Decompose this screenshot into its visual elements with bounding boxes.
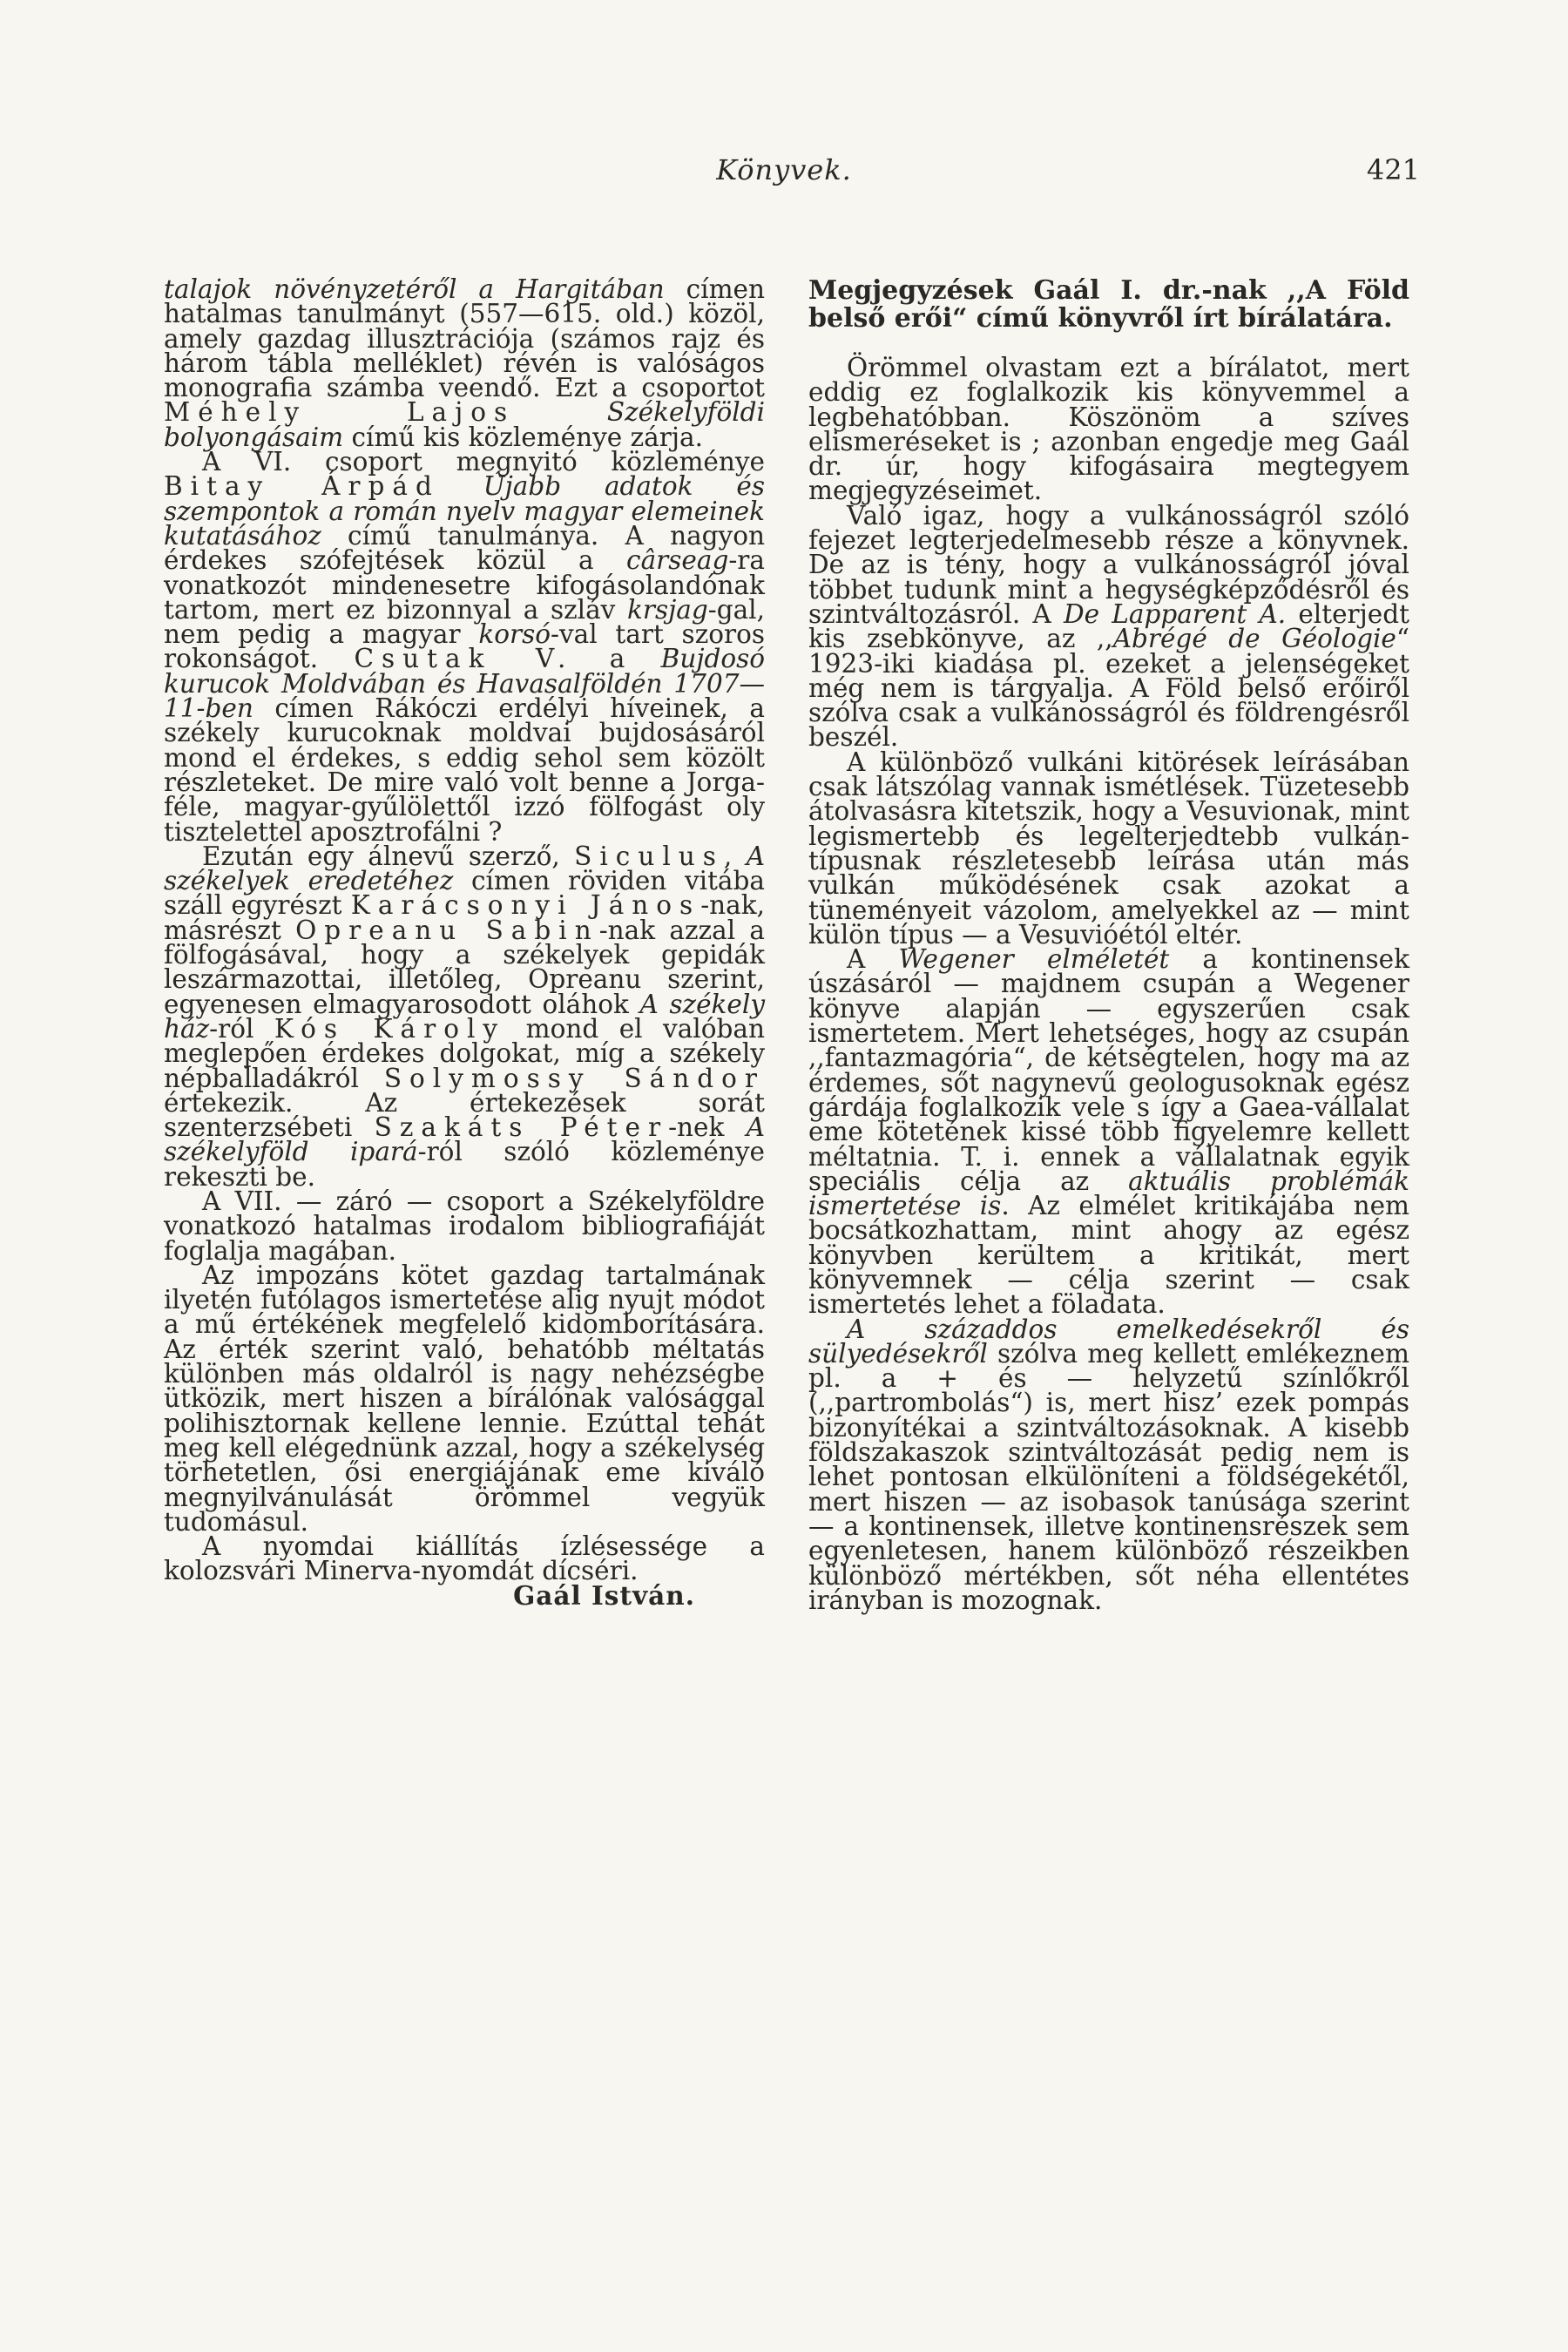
- text-span: értekezik. Az értekezések sorát szenterzsébeti: [164, 1087, 765, 1143]
- text-span: -nak azzal a fölfogásával, hogy a székelyek gepidák leszármazottai, illetőleg, Opreanu szerint, egyenesen elmagyarosodott oláhok: [164, 915, 765, 1019]
- italic-word: krsjag: [626, 594, 708, 625]
- section-heading: Megjegyzések Gaál I. dr.-nak ,,A Föld belső erői“ című könyvről írt bírálatára.: [808, 275, 1409, 334]
- author-name: Méhely Lajos: [164, 397, 516, 428]
- italic-title: A székelyek eredetéhez: [164, 841, 765, 896]
- author-name: Siculus: [574, 841, 724, 871]
- text-span: című tanulmánya. A nagyon érdekes szófejtések közül a: [164, 520, 765, 576]
- author-name: Solymossy Sándor: [383, 1063, 765, 1093]
- italic-title: talajok növényzetéről a Hargitában: [164, 274, 665, 304]
- author-name: Karácsonyi János: [350, 890, 701, 921]
- text-span: című kis közleménye zárja.: [343, 422, 703, 452]
- italic-title: Székelyföldi bolyongásaim: [164, 397, 765, 452]
- text-span: -ról szóló közleménye rekeszti be.: [164, 1137, 765, 1192]
- text-span: “ 1923-iki kiadása pl. ezeket a jelenségeket még nem is tárgyalja. A Föld belső erőiről szólva csak a vulkánosságról és földrengésről beszél.: [808, 624, 1409, 753]
- left-column: [164, 274, 766, 1611]
- left-paragraph-3: [164, 841, 766, 1192]
- italic-name: De Lapparent A.: [1063, 598, 1287, 629]
- author-name: Szakáts Péter: [374, 1112, 669, 1143]
- text-span: mond el valóban meglepően érdekes dolgokat, míg a székely népballadákról: [164, 1013, 765, 1093]
- right-paragraph-5: [808, 1314, 1409, 1615]
- text-span: elterjedt kis zsebkönyve, az ,,: [808, 598, 1409, 654]
- author-name: Csutak V.: [354, 644, 574, 674]
- text-span: címen Rákóczi erdélyi híveinek, a székely kurucoknak moldvai bujdosásáról mond el érdekes, s eddig sehol sem közölt részleteket. De mire való volt benne a Jorga-féle, magyar-gyűlölettől izzó fölfogást oly tisztelettel aposztrofálni ?: [164, 693, 765, 847]
- author-name: Bitay Árpád: [164, 471, 440, 502]
- signature: Gaál István.: [513, 1579, 695, 1611]
- text-span: szólva meg kellett emlékeznem pl. a + és — helyzetű színlőkről (,,partrombolás“) is, mert hisz’ ezek pompás bizonyítékai a szintváltozásoknak. A kisebb földszakaszok szintváltozását pedig nem is lehet pontosan elkülöníteni a földségekétől, mert hiszen — az isobasok tanúsága szerint — a kontinensek, illetve kontinensrészek sem egyenletesen, hanem különböző részeikben különböző mértékben, sőt néha ellentétes irányban is mozognak.: [808, 1338, 1409, 1615]
- text-span: -val tart szoros rokonságot.: [164, 619, 765, 674]
- text-span: . Az elmélet kritikájába nem bocsátkozhattam, mint ahogy az egész könyvben kerültem a kritikát, mert könyvemnek — célja szerint — csak ismertetés lehet a föladata.: [808, 1191, 1410, 1320]
- right-paragraph-2: [808, 500, 1409, 753]
- left-paragraph-4: A VII. — záró — csoport a Székelyföldre vonatkozó hatalmas irodalom bibliografiáját foglalja magában.: [164, 1186, 765, 1266]
- text-span: A: [847, 944, 899, 975]
- italic-title: A székely ház: [164, 989, 765, 1044]
- text-span: Való igaz, hogy a vulkánosságról szóló fejezet legterjedelmesebb része a könyvnek. De az is tény, hogy a vulkánosságról jóval többet tudunk mint a hegységképződésről és szintváltozásról. A: [808, 500, 1409, 629]
- author-name: Kós Károly: [274, 1013, 506, 1044]
- running-head: [0, 153, 1568, 197]
- text-span: A VI. csoport megnyitó közleménye: [202, 447, 765, 477]
- text-span: -ról: [209, 1013, 274, 1044]
- right-paragraph-4: [808, 944, 1410, 1320]
- text-span: a kontinensek úszásáról — majdnem csupán a Wegener könyve alapján — egyszerűen csak ismertetem. Mert lehetséges, hogy az csupán ,,fantazmagória“, de kétségtelen, hogy ma az érdemes, sőt nagynevű geologusoknak egész gárdája foglalkozik vele s így a Gaea-vállalat eme kötetének kissé több figyelemre kellett méltatnia. T. i. ennek a vállalatnak egyik speciális célja az: [808, 944, 1409, 1196]
- italic-title: Wegener elméletét: [898, 944, 1170, 975]
- italic-phrase: aktuális problémák ismertetése is: [808, 1166, 1409, 1221]
- right-column: [808, 275, 1410, 1615]
- text-span: Ezután egy álnevű szerző,: [202, 841, 575, 871]
- text-span: címen röviden vitába száll egyrészt: [164, 866, 765, 921]
- text-span: a: [573, 644, 661, 674]
- italic-title: Bujdosó kurucok Moldvában és Havasalföldén 1707—11-ben: [164, 644, 766, 724]
- italic-title: Újabb adatok és szempontok a román nyelv magyar elemeinek kutatásához: [164, 471, 765, 551]
- left-paragraph-1: [164, 274, 766, 452]
- left-paragraph-6: A nyomdai kiállítás ízlésessége a kolozsvári Minerva-nyomdát dícséri.: [164, 1531, 765, 1586]
- right-paragraph-3: A különböző vulkáni kitörések leírásában csak látszólag vannak ismétlések. Tüzetesebb átolvasásra kitetszik, hogy a Vesuvionak, mint legismertebb és legelterjedtebb vulkán-típusnak részletesebb leírása után más vulkán működésének csak azokat a tüneményeit vázolom, amelyekkel az — mint külön típus — a Vesuvióétól eltér.: [808, 747, 1409, 950]
- page-number: 421: [1366, 153, 1420, 186]
- left-paragraph-5: Az impozáns kötet gazdag tartalmának ilyetén futólagos ismertetése alig nyujt módot a mű értékének megfelelő kidomborítására. Az érték szerint való, behatóbb méltatás különben más oldalról is nagy nehézségbe ütközik, mert hiszen a bírálónak valósággal polihisztornak kellene lennie. Ezúttal tehát meg kell elégednünk azzal, hogy a székelység törhetetlen, ősi energiájának eme kiváló megnyilvánulását örömmel vegyük tudomásul.: [164, 1260, 765, 1537]
- italic-word: korsó: [478, 619, 551, 650]
- left-paragraph-2: [164, 447, 766, 847]
- text-span: címen hatalmas tanulmányt (557—615. old.) közöl, amely gazdag illusztrációja (számos rajz és három tábla melléklet) révén is valóságos monografia számba veendő. Ezt a csoportot: [164, 274, 766, 403]
- running-title: Könyvek.: [716, 153, 852, 186]
- right-paragraph-1: Örömmel olvastam ezt a bírálatot, mert eddig ez foglalkozik kis könyvemmel a legbehatóbban. Köszönöm a szíves elismeréseket is ; azonban engedje meg Gaál dr. úr, hogy kifogásaira megtegyem megjegyzéseimet.: [808, 353, 1409, 506]
- italic-title: Abrégé de Géologie: [1112, 624, 1396, 654]
- author-name: Opreanu Sabin: [295, 915, 599, 945]
- text-span: -ra vonatkozót mindenesetre kifogásolandónak tartom, mert ez bizonnyal a szláv: [164, 545, 765, 625]
- text-span: ,: [723, 841, 747, 871]
- italic-title: A székelyföld ipará: [164, 1112, 765, 1167]
- italic-word: cârseag: [626, 545, 729, 576]
- text-span: -nak, másrészt: [164, 890, 766, 945]
- italic-phrase: A századdos emelkedésekről és sülyedésekről: [808, 1314, 1409, 1369]
- text-span: -nek: [668, 1112, 747, 1143]
- text-span: -gal, nem pedig a magyar: [164, 594, 765, 650]
